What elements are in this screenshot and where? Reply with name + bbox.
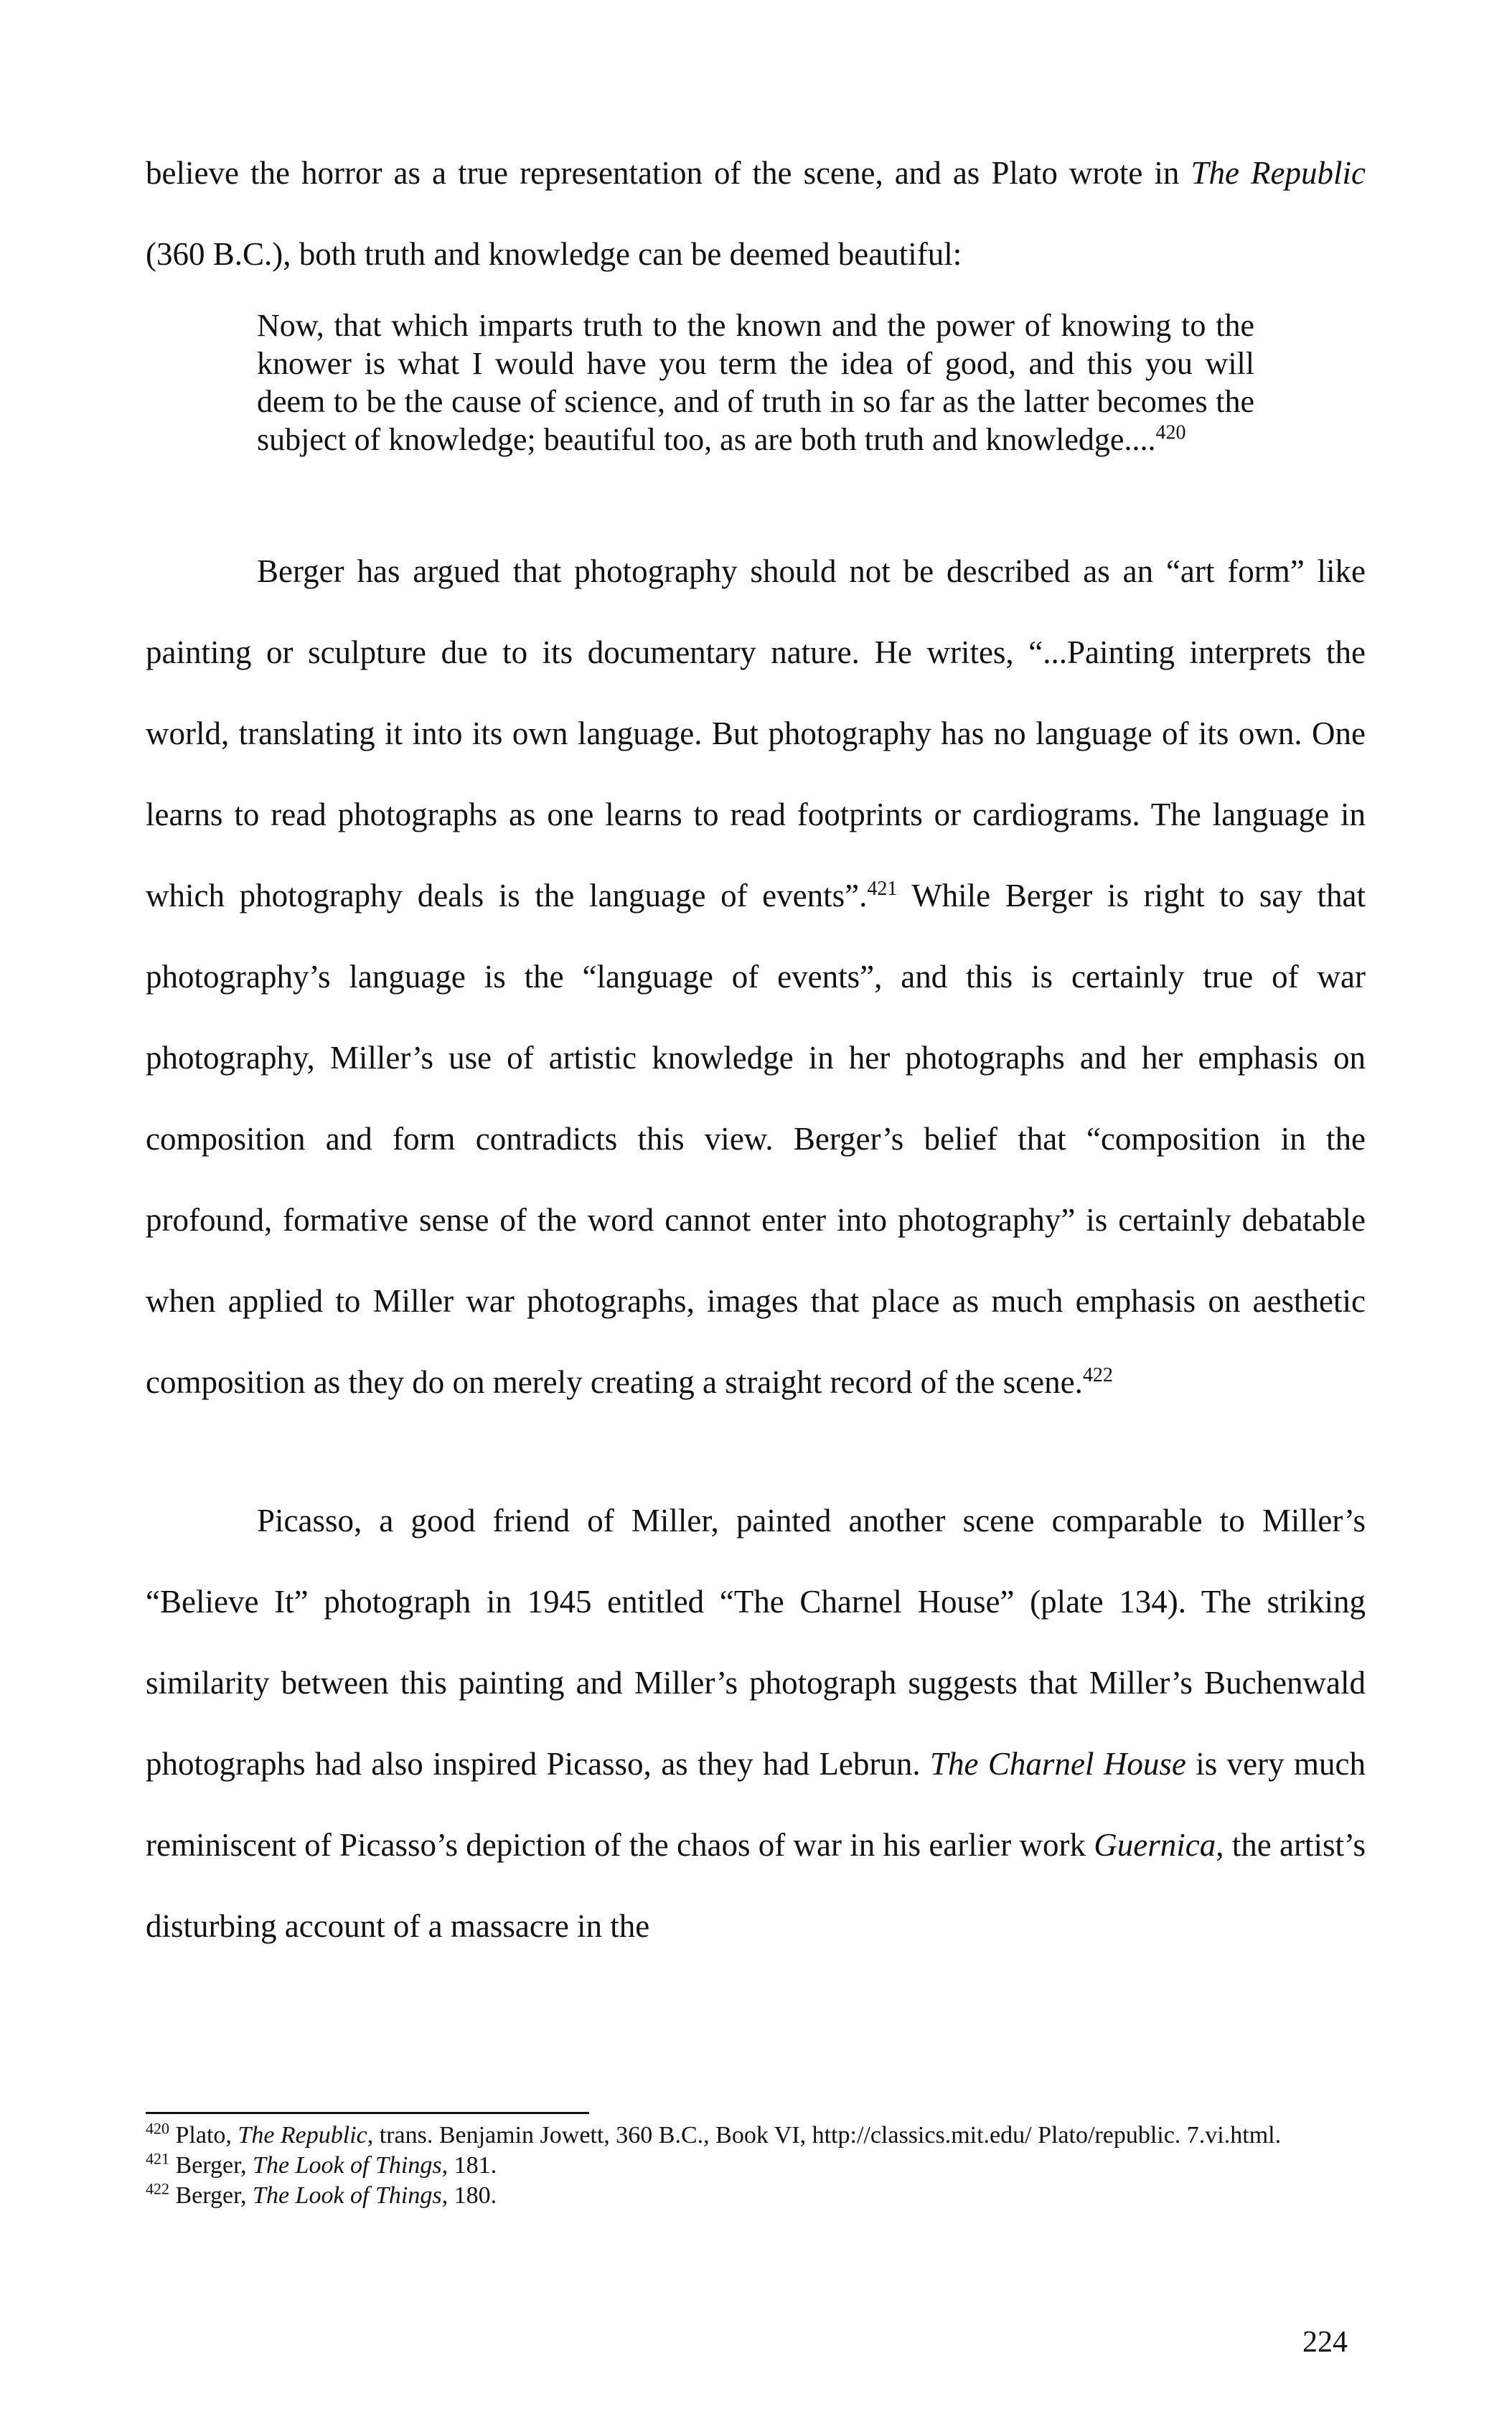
paragraph-picasso-text-end: , the artist’s disturbing account of a massacre in the xyxy=(146,1827,1366,1944)
paragraph-picasso-text-cont: is very much reminiscent of Picasso’s depiction of the chaos of war in his earlier work xyxy=(146,1746,1366,1863)
footnote-text-end: , 181. xyxy=(441,2152,497,2179)
plato-blockquote xyxy=(257,306,1254,459)
footnote-421 xyxy=(146,2151,1366,2181)
work-title-guernica: Guernica xyxy=(1094,1827,1216,1863)
paragraph-intro-text-end: (360 B.C.), both truth and knowledge can be deemed beautiful: xyxy=(146,236,962,272)
footnote-title: The Look of Things xyxy=(253,2152,442,2179)
footnote-420 xyxy=(146,2121,1366,2151)
footnote-title: The Look of Things xyxy=(253,2182,442,2209)
footnote-text: Plato, xyxy=(169,2122,238,2149)
paragraph-intro xyxy=(146,133,1366,295)
work-title-charnel-house: The Charnel House xyxy=(930,1746,1186,1782)
footnote-number: 421 xyxy=(146,2149,169,2168)
page-number: 224 xyxy=(1302,2326,1348,2359)
footnote-ref-421[interactable]: 421 xyxy=(867,878,898,900)
book-title-the-republic: The Republic xyxy=(1191,155,1366,191)
footnote-ref-422[interactable]: 422 xyxy=(1082,1364,1113,1386)
footnotes xyxy=(146,2121,1366,2211)
paragraph-berger-text: Berger has argued that photography should not be described as an “art form” like painting or sculpture due to its documentary nature. He writes, “...Painting interprets the world, translating it into its own language. But photography has no language of its own. One learns to read photographs as one learns to read footprints or cardiograms. The language in which photography deals is the language of events”. xyxy=(146,553,1366,914)
footnote-number: 422 xyxy=(146,2179,169,2198)
footnote-text: Berger, xyxy=(169,2182,253,2209)
footnote-number: 420 xyxy=(146,2119,169,2138)
paragraph-intro-text: believe the horror as a true representation of the scene, and as Plato wrote in xyxy=(146,155,1191,191)
paragraph-picasso-text: Picasso, a good friend of Miller, painted another scene comparable to Miller’s “Believe It” photograph in 1945 entitled “The Charnel House” (plate 134). The striking similarity between this painting and Miller’s photograph suggests that Miller’s Buchenwald photographs had also inspired Picasso, as they had Lebrun. xyxy=(146,1503,1366,1782)
paragraph-berger xyxy=(146,531,1366,1423)
paragraph-berger-text-cont: While Berger is right to say that photography’s language is the “language of events”, and this is certainly true of war photography, Miller’s use of artistic knowledge in her photographs and her emphasis on composition and form contradicts this view. Berger’s belief that “composition in the profound, formative sense of the word cannot enter into photography” is certainly debatable when applied to Miller war photographs, images that place as much emphasis on aesthetic composition as they do on merely creating a straight record of the scene. xyxy=(146,878,1366,1400)
footnote-title: The Republic xyxy=(238,2122,367,2149)
footnote-422 xyxy=(146,2181,1366,2211)
footnote-text-end: , 180. xyxy=(441,2182,497,2209)
blockquote-text: Now, that which imparts truth to the known and the power of knowing to the knower is what I would have you term the idea of good, and this you will deem to be the cause of science, and of truth in so far as the latter becomes the subject of knowledge; beautiful too, as are both truth and knowledge.... xyxy=(257,308,1254,457)
footnote-divider xyxy=(146,2112,589,2114)
paragraph-picasso xyxy=(146,1480,1366,1967)
footnote-ref-420[interactable]: 420 xyxy=(1155,421,1186,444)
footnote-text-end[interactable]: , trans. Benjamin Jowett, 360 B.C., Book VI, http://classics.mit.edu/ Plato/republic. 7.vi.html. xyxy=(367,2122,1282,2149)
footnote-text: Berger, xyxy=(169,2152,253,2179)
